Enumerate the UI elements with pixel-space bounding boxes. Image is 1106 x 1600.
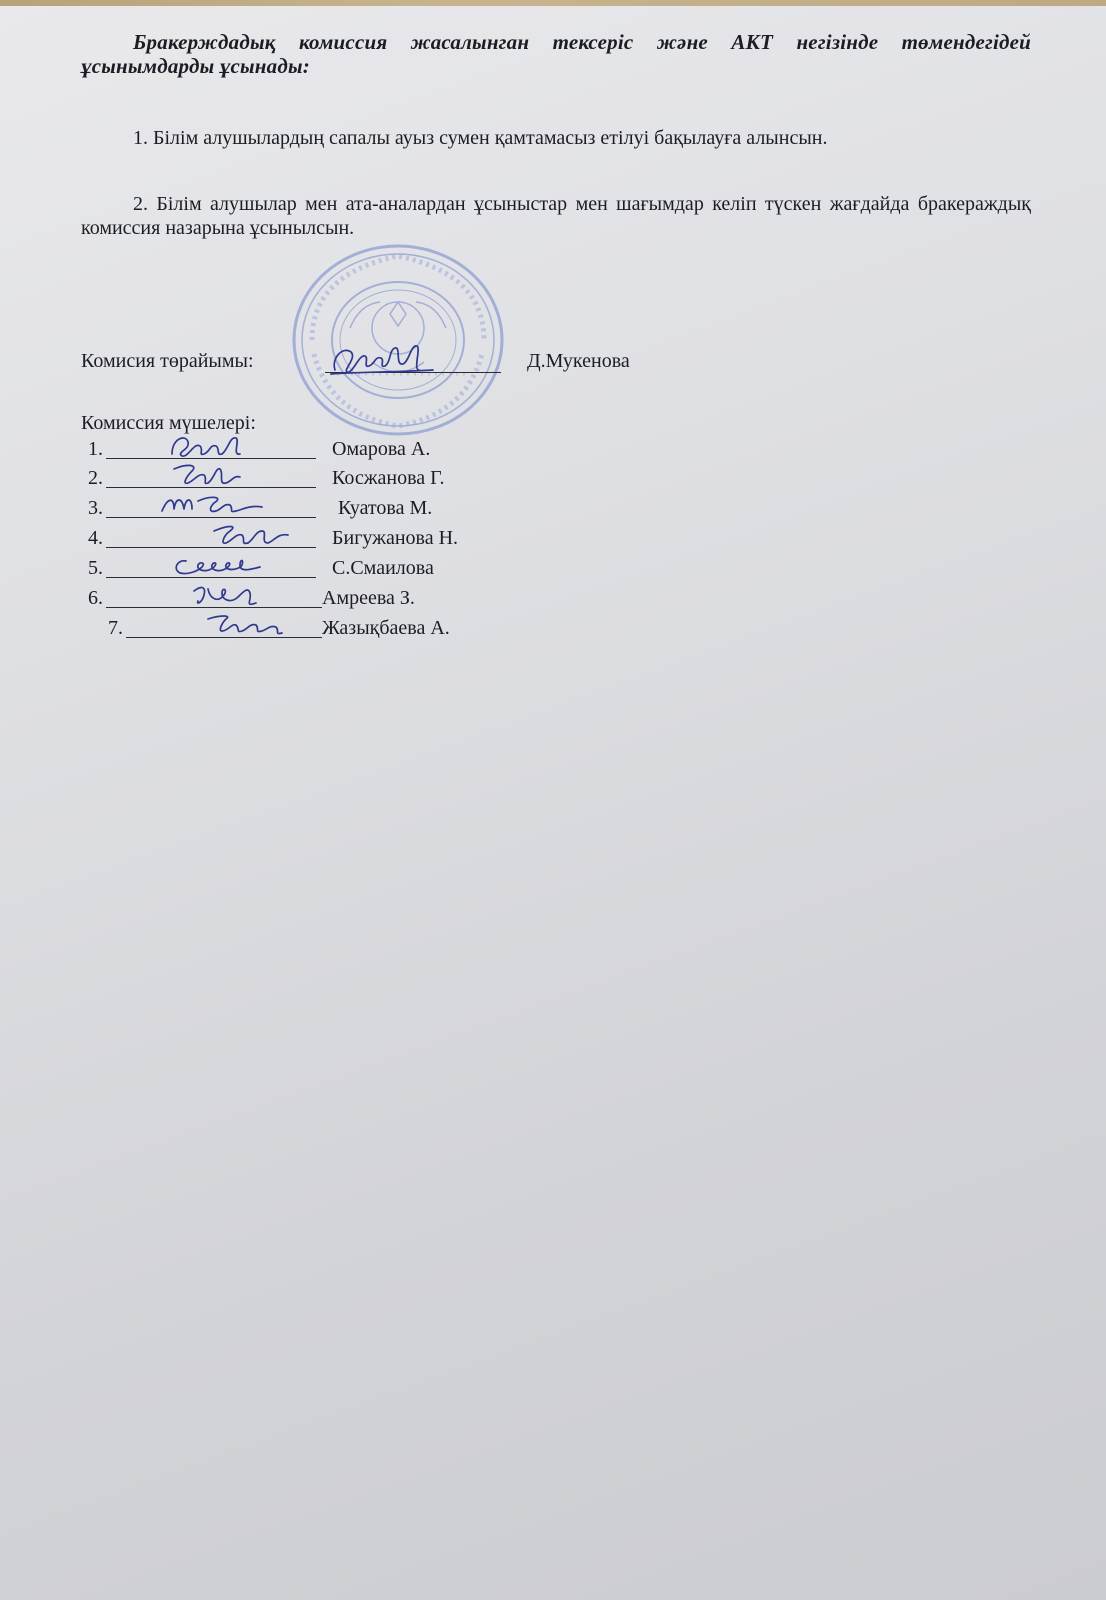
- paper-edge: [0, 0, 1106, 6]
- member-name: Косжанова Г.: [332, 467, 445, 489]
- member-signature: [204, 607, 294, 641]
- member-name: Омарова А.: [332, 438, 431, 460]
- chair-label: Комисия төрайымы:: [81, 350, 254, 372]
- member-number: 7.: [108, 617, 123, 639]
- member-name: Амреева З.: [322, 587, 415, 609]
- member-name: Жазықбаева А.: [322, 617, 450, 639]
- member-number: 1.: [88, 438, 103, 460]
- member-name: С.Смаилова: [332, 557, 434, 579]
- member-signature: [158, 487, 268, 521]
- member-signature: [168, 457, 258, 491]
- chair-signature: [329, 336, 439, 380]
- member-number: 2.: [88, 467, 103, 489]
- member-name: Бигужанова Н.: [332, 527, 459, 549]
- chair-name: Д.Мукенова: [527, 350, 630, 372]
- member-signature: [208, 517, 298, 551]
- recommendation-1: 1. Білім алушылардың сапалы ауыз сумен қамтамасыз етілуі бақылауға алынсын.: [133, 127, 828, 149]
- member-number: 5.: [88, 557, 103, 579]
- members-label: Комиссия мүшелері:: [81, 412, 256, 434]
- member-signature: [168, 547, 278, 581]
- recommendation-2: 2. Білім алушылар мен ата-аналардан ұсыныстар мен шағымдар келіп түскен жағдайда бракераждық комиссия назарына ұсынылсын.: [81, 193, 1031, 239]
- member-number: 4.: [88, 527, 103, 549]
- member-number: 3.: [88, 497, 103, 519]
- member-name: Куатова М.: [338, 497, 433, 519]
- member-signature: [188, 577, 278, 611]
- document-heading: Бракерждадық комиссия жасалынган тексеріс және АКТ негізінде төмендегідей ұсынымдарды ұсынады:: [81, 30, 1031, 78]
- member-number: 6.: [88, 587, 103, 609]
